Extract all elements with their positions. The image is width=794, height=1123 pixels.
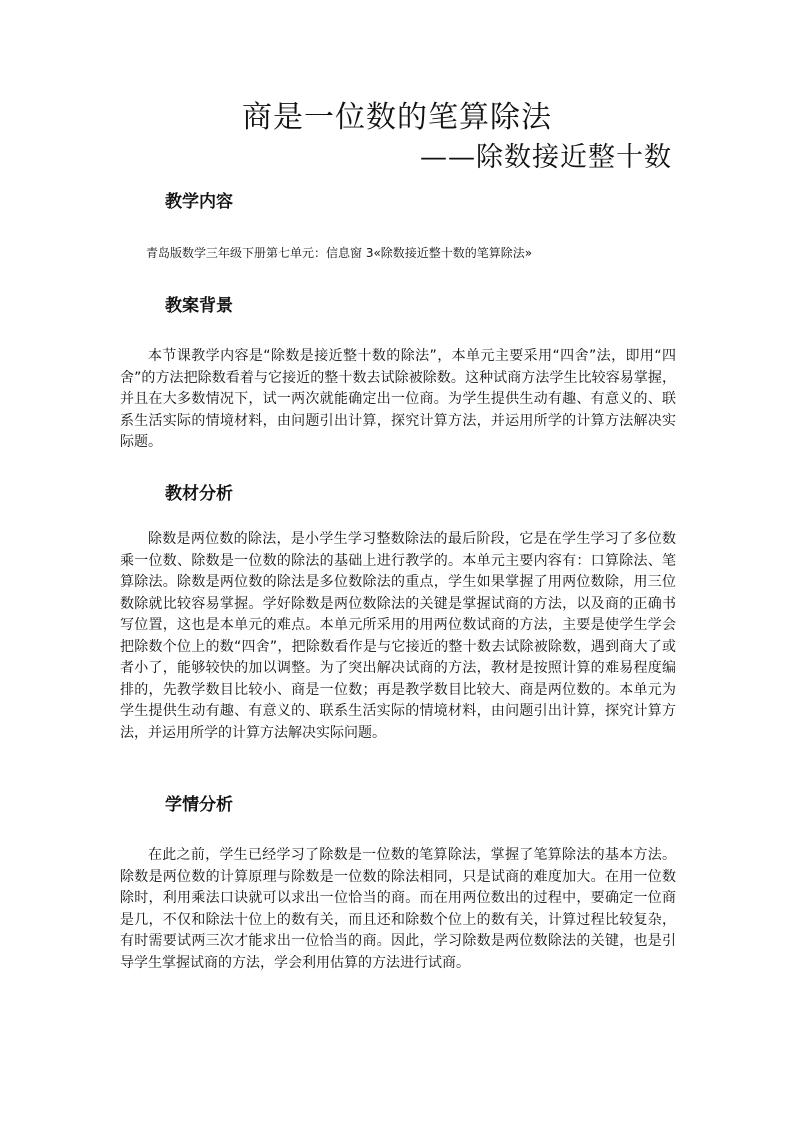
document-title: 商是一位数的笔算除法 xyxy=(242,100,552,135)
document-subtitle: ——除数接近整十数 xyxy=(420,142,672,173)
section-body-textbook-analysis: 除数是两位数的除法，是小学生学习整数除法的最后阶段，它是在学生学习了多位数乘一位数、除数是一位数的除法的基础上进行教学的。本单元主要内容有：口算除法、笔算除法。除数是两位数的除法是多位数除法的重点，学生如果掌握了用两位数除，用三位数除就比较容易掌握。学好除数是两位数除法的关键是掌握试商的方法，以及商的正确书写位置，这也是本单元的难点。本单元所采用的用两位数试商的方法，主要是使学生学会把除数个位上的数“四舍”，把除数看作是与它接近的整十数去试除被除数，遇到商大了或者小了，能够较快的加以调整。为了突出解决试商的方法，教材是按照计算的难易程度编排的，先教学数目比较小、商是一位数；再是教学数目比较大、商是两位数的。本单元为学生提供生动有趣、有意义的、联系生活实际的情境材料，由问题引出计算，探究计算方法，并运用所学的计算方法解决实际问题。 xyxy=(120,531,676,741)
section-body-lesson-background: 本节课教学内容是“除数是接近整十数的除法”，本单元主要采用“四舍”法，即用“四舍”的方法把除数看着与它接近的整十数去试除被除数。这种试商方法学生比较容易掌握，并且在大多数情况下，试一两次就能确定出一位商。为学生提供生动有趣、有意义的、联系生活实际的情境材料，由问题引出计算，探究计算方法，并运用所学的计算方法解决实际题。 xyxy=(120,348,676,450)
section-heading-textbook-analysis: 教材分析 xyxy=(165,484,233,504)
section-heading-lesson-background: 教案背景 xyxy=(165,296,233,316)
section-body-student-analysis: 在此之前，学生已经学习了除数是一位数的笔算除法，掌握了笔算除法的基本方法。除数是两位数的计算原理与除数是一位数的除法相同，只是试商的难度加大。在用一位数除时，利用乘法口诀就可以求出一位恰当的商。而在用两位数出的过程中，要确定一位商是几，不仅和除法十位上的数有关，而且还和除数个位上的数有关，计算过程比较复杂，有时需要试两三次才能求出一位恰当的商。因此，学习除数是两位数除法的关键，也是引导学生掌握试商的方法，学会利用估算的方法进行试商。 xyxy=(120,847,676,971)
section-heading-teaching-content: 教学内容 xyxy=(165,192,233,212)
section-body-teaching-content: 青岛版数学三年级下册第七单元：信息窗 3«除数接近整十数的笔算除法» xyxy=(146,246,533,260)
section-heading-student-analysis: 学情分析 xyxy=(165,795,233,815)
